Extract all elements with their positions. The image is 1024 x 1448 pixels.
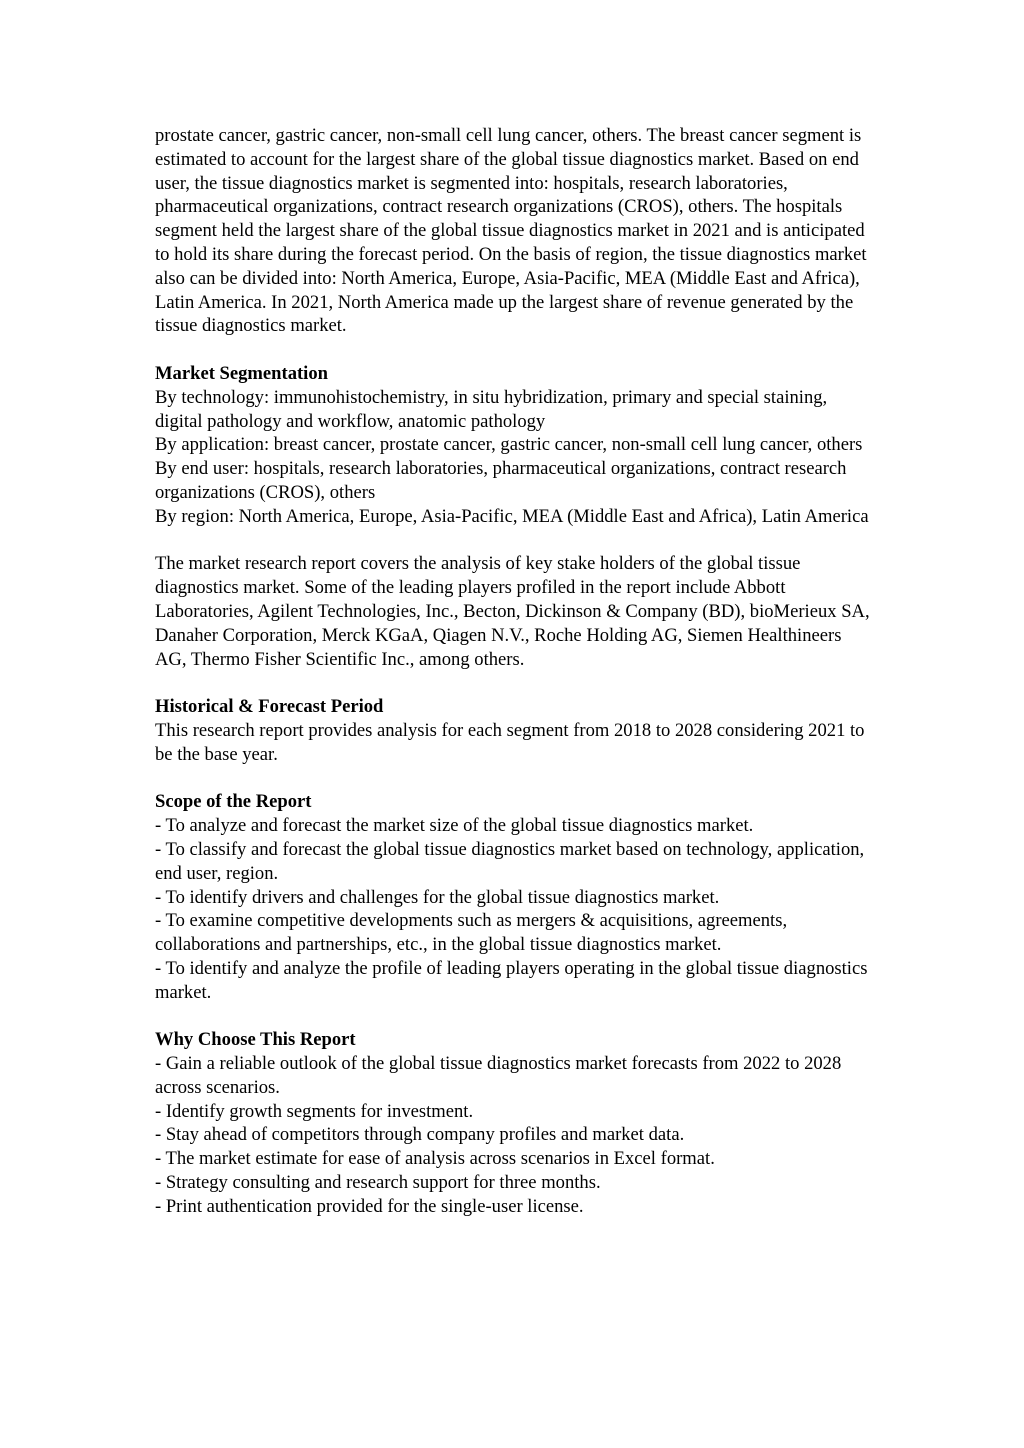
spacer xyxy=(155,767,875,791)
scope-heading: Scope of the Report xyxy=(155,791,312,813)
segmentation-application: By application: breast cancer, prostate cancer, gastric cancer, non-small cell lung cancer, others xyxy=(155,434,863,456)
scope-section xyxy=(155,790,875,1004)
why-choose-item: - Identify growth segments for investment. xyxy=(155,1100,474,1122)
historical-forecast-heading: Historical & Forecast Period xyxy=(155,696,384,718)
market-segmentation-section xyxy=(155,362,875,529)
scope-item: - To identify and analyze the profile of leading players operating in the global tissue diagnostics market. xyxy=(155,957,868,1003)
segmentation-region: By region: North America, Europe, Asia-Pacific, MEA (Middle East and Africa), Latin America xyxy=(155,505,869,527)
scope-item: - To analyze and forecast the market size of the global tissue diagnostics market. xyxy=(155,815,754,837)
historical-forecast-text: This research report provides analysis for each segment from 2018 to 2028 considering 2021 to be the base year. xyxy=(155,719,865,765)
spacer xyxy=(155,338,875,362)
historical-forecast-section xyxy=(155,695,875,766)
players-paragraph: The market research report covers the analysis of key stake holders of the global tissue diagnostics market. Some of the leading players profiled in the report include Abbott Laboratories, Agilent Technologies, Inc., Becton, Dickinson & Company (BD), bioMerieux SA, Danaher Corporation, Merck KGaA, Qiagen N.V., Roche Holding AG, Siemen Healthineers AG, Thermo Fisher Scientific Inc., among others. xyxy=(155,553,870,670)
why-choose-item: - Strategy consulting and research support for three months. xyxy=(155,1172,601,1194)
scope-item: - To examine competitive developments such as mergers & acquisitions, agreements, collaborations and partnerships, etc., in the global tissue diagnostics market. xyxy=(155,910,788,956)
spacer xyxy=(155,1004,875,1028)
why-choose-item: - Stay ahead of competitors through company profiles and market data. xyxy=(155,1124,685,1146)
why-choose-section xyxy=(155,1028,875,1218)
market-segmentation-heading: Market Segmentation xyxy=(155,362,328,384)
spacer xyxy=(155,671,875,695)
intro-paragraph: prostate cancer, gastric cancer, non-small cell lung cancer, others. The breast cancer segment is estimated to account for the largest share of the global tissue diagnostics market. Based on end user, the tissue diagnostics market is segmented into: hospitals, research laboratories, pharmaceutical organizations, contract research organizations (CROS), others. The hospitals segment held the largest share of the global tissue diagnostics market in 2021 and is anticipated to hold its share during the forecast period. On the basis of region, the tissue diagnostics market also can be divided into: North America, Europe, Asia-Pacific, MEA (Middle East and Africa), Latin America. In 2021, North America made up the largest share of revenue generated by the tissue diagnostics market. xyxy=(155,125,867,337)
scope-item: - To identify drivers and challenges for the global tissue diagnostics market. xyxy=(155,886,720,908)
why-choose-item: - Print authentication provided for the single-user license. xyxy=(155,1195,584,1217)
document-page xyxy=(155,124,875,1219)
spacer xyxy=(155,529,875,553)
scope-item: - To classify and forecast the global tissue diagnostics market based on technology, application, end user, region. xyxy=(155,838,865,884)
why-choose-heading: Why Choose This Report xyxy=(155,1029,356,1051)
why-choose-item: - The market estimate for ease of analysis across scenarios in Excel format. xyxy=(155,1148,715,1170)
why-choose-item: - Gain a reliable outlook of the global tissue diagnostics market forecasts from 2022 to 2028 across scenarios. xyxy=(155,1053,842,1098)
segmentation-technology: By technology: immunohistochemistry, in situ hybridization, primary and special staining, digital pathology and workflow, anatomic pathology xyxy=(155,386,828,432)
segmentation-end-user: By end user: hospitals, research laboratories, pharmaceutical organizations, contract research organizations (CROS), others xyxy=(155,458,847,503)
